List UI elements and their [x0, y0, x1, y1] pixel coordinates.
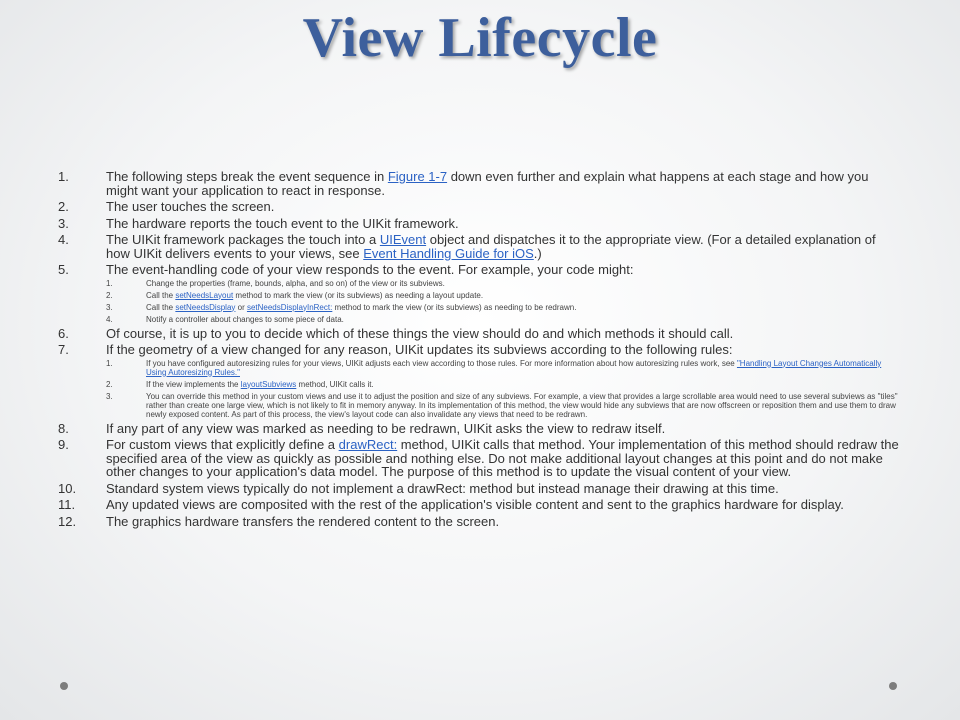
item-number: 5.	[58, 262, 69, 277]
doc-link[interactable]: "Handling Layout Changes Automatically Using Autoresizing Rules."	[146, 358, 882, 377]
sub-item-number: 2.	[106, 290, 113, 300]
left-bullet-dot	[60, 682, 68, 690]
item-text: Any updated views are composited with the rest of the application's visible content and sent to the graphics hardware for display.	[106, 497, 844, 512]
item-text: down even further and explain what happens at each stage and how you might want your application to react in response.	[106, 169, 869, 198]
list-item	[52, 200, 902, 214]
doc-link[interactable]: layoutSubviews	[240, 379, 297, 389]
sub-list	[106, 359, 902, 419]
item-text: The following steps break the event sequence in	[106, 169, 388, 184]
list-item	[52, 343, 902, 419]
doc-link[interactable]: setNeedsLayout	[175, 290, 234, 300]
item-text: Call the	[146, 290, 176, 300]
item-number: 11.	[58, 497, 76, 512]
sub-item-number: 4.	[106, 314, 113, 324]
item-text: object and dispatches it to the appropriate view. (For a detailed explanation of how UIKit delivers events to your views, see	[106, 232, 876, 261]
item-text: method, UIKit calls that method. Your implementation of this method should redraw the specified area of the view as quickly as possible and nothing else. Do not make additional layout changes at this point and do not make other changes to your application's data model. The purpose of this method is to update the visual content of your view.	[106, 437, 899, 479]
item-text: Call the	[146, 302, 176, 312]
sub-item-number: 3.	[106, 391, 113, 401]
doc-link[interactable]: Event Handling Guide for iOS	[363, 245, 534, 261]
list-item	[52, 327, 902, 341]
item-number: 4.	[58, 232, 69, 247]
doc-link[interactable]: Figure 1-7	[387, 169, 448, 184]
item-number: 10.	[58, 480, 77, 496]
slide-content	[52, 170, 902, 531]
item-text: Of course, it is up to you to decide which of these things the view should do and which methods it should call.	[106, 325, 734, 341]
sub-list-item	[106, 392, 902, 419]
item-text: .)	[533, 245, 542, 261]
slide-title: View Lifecycle	[302, 7, 658, 69]
item-text: The hardware reports the touch event to the UIKit framework.	[106, 215, 459, 231]
item-text: or	[235, 302, 247, 312]
item-number: 1.	[58, 169, 69, 184]
item-number: 2.	[58, 199, 69, 214]
sub-list-item	[106, 303, 902, 312]
item-number: 9.	[58, 437, 69, 452]
item-text: Standard system views typically do not implement a drawRect: method but instead manage their drawing at this time.	[106, 480, 779, 496]
item-number: 12.	[58, 513, 77, 529]
item-text: If the geometry of a view changed for any reason, UIKit updates its subviews according to the following rules:	[106, 342, 733, 357]
item-text: The UIKit framework packages the touch into a	[106, 232, 380, 247]
list-item	[52, 233, 902, 260]
list-item	[52, 498, 902, 512]
list-item	[52, 438, 902, 479]
sub-item-number: 1.	[106, 278, 113, 288]
sub-list-item	[106, 279, 902, 288]
list-item	[52, 515, 902, 529]
item-text: method, UIKit calls it.	[296, 379, 374, 389]
doc-link[interactable]: UIEvent	[379, 232, 427, 247]
sub-list-item	[106, 380, 902, 389]
item-text: The graphics hardware transfers the rendered content to the screen.	[106, 513, 500, 529]
item-text: method to mark the view (or its subviews) as needing to be redrawn.	[332, 302, 577, 312]
steps-list	[52, 170, 902, 528]
list-item	[52, 217, 902, 231]
list-item	[52, 263, 902, 324]
item-number: 3.	[58, 215, 69, 231]
item-number: 6.	[58, 325, 69, 341]
item-text: Notify a controller about changes to some piece of data.	[146, 314, 344, 324]
sub-list-item	[106, 315, 902, 324]
item-text: You can override this method in your custom views and use it to adjust the position and size of any subviews. For example, a view that provides a large scrollable area would need to use several subviews as "tiles" rather than create one large view, which is not likely to fit in memory anyway. In its implementation of this method, the view would hide any subviews that are now offscreen or reposition them and use them to draw newly exposed content. As part of this process, the view's layout code can also invalidate any views that need to be redrawn.	[146, 391, 898, 419]
item-text: The user touches the screen.	[106, 199, 275, 214]
item-text: The event-handling code of your view responds to the event. For example, your code might:	[106, 262, 634, 277]
doc-link[interactable]: drawRect:	[338, 437, 398, 452]
item-text: For custom views that explicitly define a	[106, 437, 339, 452]
list-item	[52, 482, 902, 496]
sub-list-item	[106, 291, 902, 300]
doc-link[interactable]: setNeedsDisplay	[175, 302, 236, 312]
item-text: Change the properties (frame, bounds, alpha, and so on) of the view or its subviews.	[146, 278, 445, 288]
item-text: If any part of any view was marked as needing to be redrawn, UIKit asks the view to redraw itself.	[106, 420, 666, 436]
list-item	[52, 170, 902, 197]
sub-item-number: 2.	[106, 379, 113, 389]
right-bullet-dot	[889, 682, 897, 690]
sub-item-number: 3.	[106, 302, 113, 312]
item-text: method to mark the view (or its subviews) as needing a layout update.	[233, 290, 484, 300]
item-text: If the view implements the	[146, 379, 241, 389]
sub-list	[106, 279, 902, 324]
sub-item-number: 1.	[106, 358, 113, 368]
item-number: 7.	[58, 342, 69, 357]
item-text: If you have configured autoresizing rules for your views, UIKit adjusts each view according to those rules. For more information about how autoresizing rules work, see	[146, 358, 737, 368]
sub-list-item	[106, 359, 902, 377]
item-number: 8.	[58, 420, 69, 436]
list-item	[52, 422, 902, 436]
doc-link[interactable]: setNeedsDisplayInRect:	[246, 302, 333, 312]
